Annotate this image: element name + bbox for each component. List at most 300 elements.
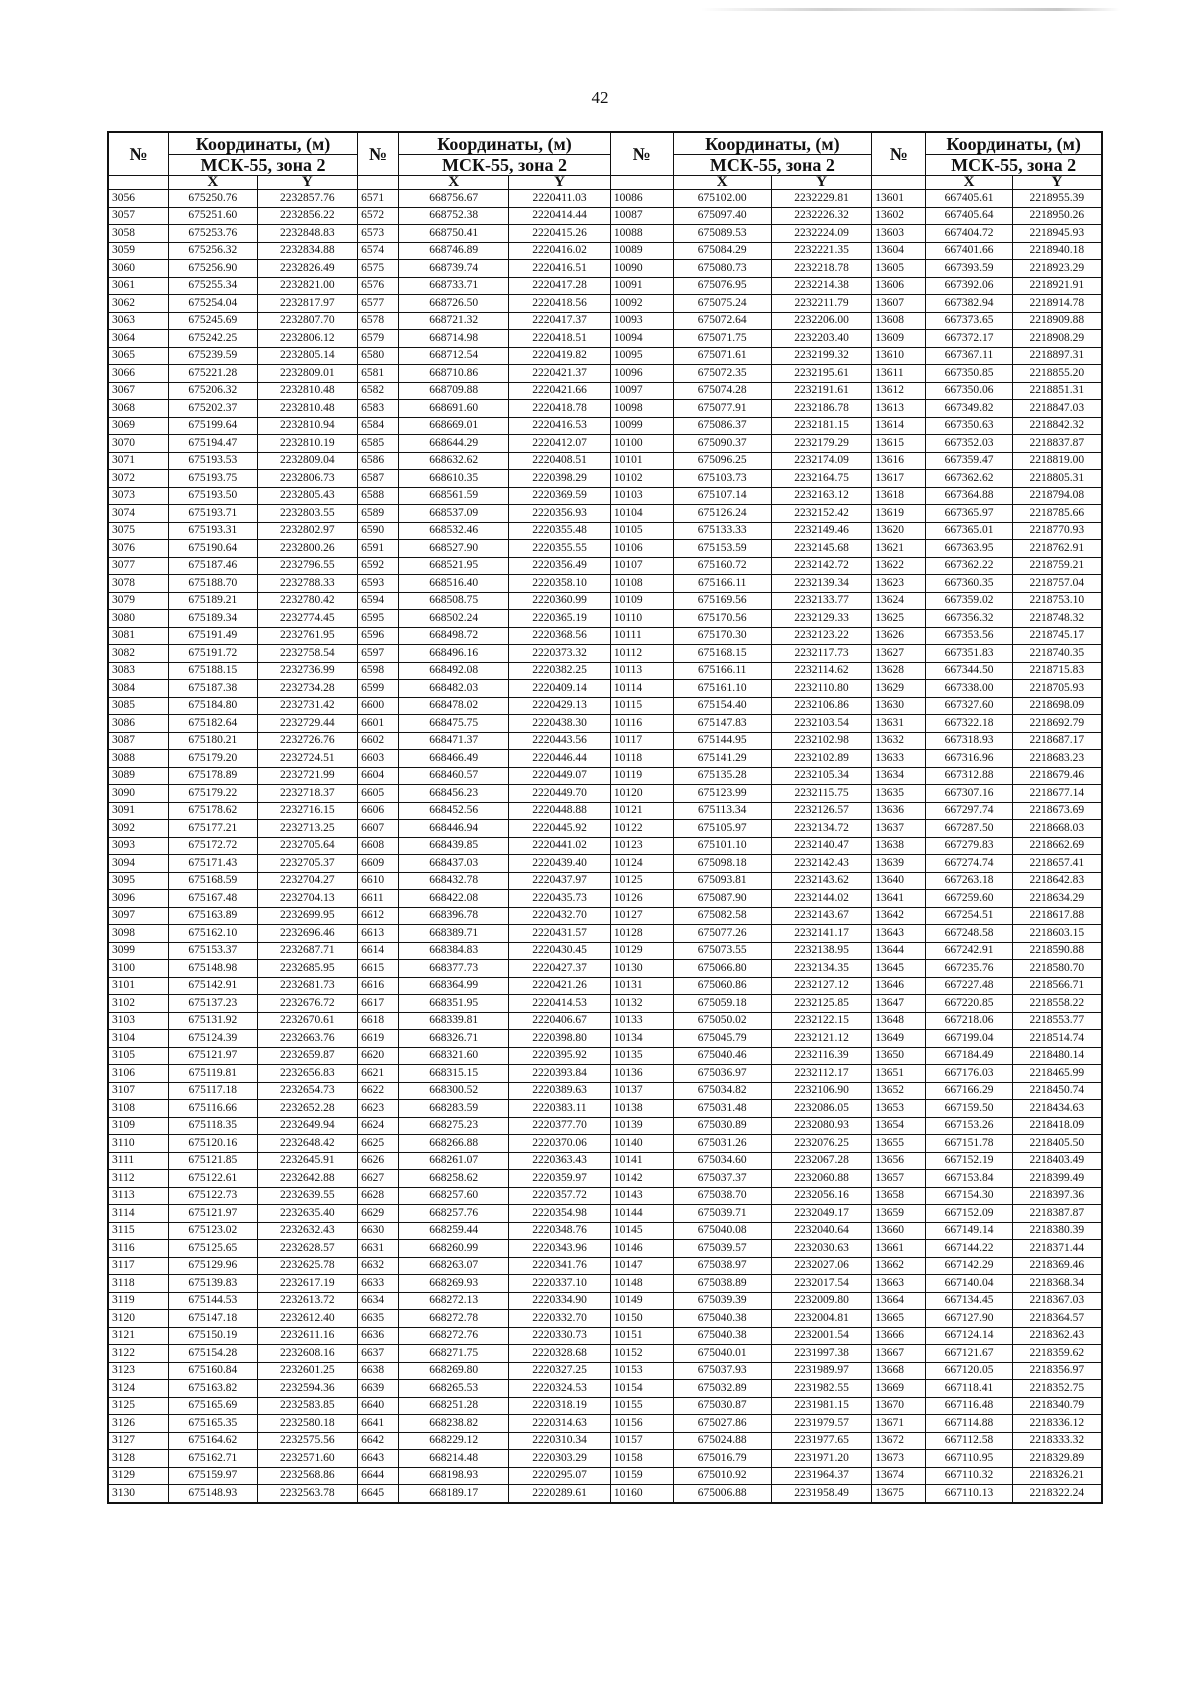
y-coordinate-cell: 2218336.12 (1012, 1415, 1102, 1433)
point-number-cell: 10127 (610, 907, 673, 925)
point-number-cell: 10118 (610, 750, 673, 768)
y-coordinate-cell: 2218553.77 (1012, 1012, 1102, 1030)
point-number-cell: 13638 (872, 837, 926, 855)
y-coordinate-cell: 2232140.47 (771, 837, 871, 855)
column-header-number: № (358, 132, 399, 176)
x-coordinate-cell: 668432.78 (399, 872, 509, 890)
point-number-cell: 10113 (610, 662, 673, 680)
point-number-cell: 6626 (358, 1152, 399, 1170)
y-coordinate-cell: 2232142.43 (771, 855, 871, 873)
table-row (108, 1327, 1102, 1345)
x-coordinate-cell: 667352.03 (926, 435, 1012, 453)
y-coordinate-cell: 2232115.75 (771, 785, 871, 803)
y-coordinate-cell: 2218352.75 (1012, 1380, 1102, 1398)
x-coordinate-cell: 668384.83 (399, 942, 509, 960)
y-coordinate-cell: 2231977.65 (771, 1432, 871, 1450)
point-number-cell: 13651 (872, 1065, 926, 1083)
y-coordinate-cell: 2218698.09 (1012, 697, 1102, 715)
y-coordinate-cell: 2231989.97 (771, 1362, 871, 1380)
point-number-cell: 6600 (358, 697, 399, 715)
y-coordinate-cell: 2220341.76 (509, 1257, 611, 1275)
y-coordinate-cell: 2232174.09 (771, 452, 871, 470)
x-coordinate-cell: 668502.24 (399, 610, 509, 628)
y-coordinate-cell: 2218679.46 (1012, 767, 1102, 785)
y-coordinate-cell: 2220356.49 (509, 557, 611, 575)
y-coordinate-cell: 2232179.29 (771, 435, 871, 453)
x-coordinate-cell: 668229.12 (399, 1432, 509, 1450)
point-number-cell: 6579 (358, 330, 399, 348)
x-coordinate-cell: 675124.39 (169, 1030, 258, 1048)
y-coordinate-cell: 2232102.98 (771, 732, 871, 750)
x-coordinate-cell: 668269.93 (399, 1275, 509, 1293)
column-header-number: № (872, 132, 926, 176)
point-number-cell: 13613 (872, 400, 926, 418)
y-coordinate-cell: 2232731.42 (257, 697, 357, 715)
x-coordinate-cell: 667350.85 (926, 365, 1012, 383)
y-coordinate-cell: 2220373.32 (509, 645, 611, 663)
point-number-cell: 10089 (610, 242, 673, 260)
point-number-cell: 3124 (108, 1380, 169, 1398)
y-coordinate-cell: 2218566.71 (1012, 977, 1102, 995)
point-number-cell: 6615 (358, 960, 399, 978)
point-number-cell: 6603 (358, 750, 399, 768)
table-row (108, 1117, 1102, 1135)
x-coordinate-cell: 675105.97 (673, 820, 771, 838)
y-coordinate-cell: 2232821.00 (257, 277, 357, 295)
x-coordinate-cell: 668263.07 (399, 1257, 509, 1275)
point-number-cell: 6643 (358, 1450, 399, 1468)
point-number-cell: 10102 (610, 470, 673, 488)
y-coordinate-cell: 2232704.27 (257, 872, 357, 890)
y-coordinate-cell: 2220359.97 (509, 1170, 611, 1188)
x-coordinate-cell: 675150.19 (169, 1327, 258, 1345)
point-number-cell: 6627 (358, 1170, 399, 1188)
x-coordinate-cell: 667114.88 (926, 1415, 1012, 1433)
x-coordinate-cell: 667359.02 (926, 592, 1012, 610)
y-coordinate-cell: 2232186.78 (771, 400, 871, 418)
point-number-cell: 3063 (108, 312, 169, 330)
y-coordinate-cell: 2220419.82 (509, 347, 611, 365)
x-coordinate-cell: 667287.50 (926, 820, 1012, 838)
x-coordinate-cell: 675171.43 (169, 855, 258, 873)
y-coordinate-cell: 2232141.17 (771, 925, 871, 943)
point-number-cell: 13607 (872, 295, 926, 313)
point-number-cell: 6606 (358, 802, 399, 820)
y-coordinate-cell: 2232780.42 (257, 592, 357, 610)
x-coordinate-cell: 675193.53 (169, 452, 258, 470)
y-coordinate-cell: 2220382.25 (509, 662, 611, 680)
y-coordinate-cell: 2232221.35 (771, 242, 871, 260)
point-number-cell: 10096 (610, 365, 673, 383)
point-number-cell: 13671 (872, 1415, 926, 1433)
point-number-cell: 10158 (610, 1450, 673, 1468)
x-coordinate-cell: 667154.30 (926, 1187, 1012, 1205)
table-row (108, 260, 1102, 278)
point-number-cell: 3103 (108, 1012, 169, 1030)
x-coordinate-cell: 667116.48 (926, 1397, 1012, 1415)
point-number-cell: 13649 (872, 1030, 926, 1048)
x-coordinate-cell: 667110.95 (926, 1450, 1012, 1468)
point-number-cell: 6589 (358, 505, 399, 523)
point-number-cell: 13654 (872, 1117, 926, 1135)
y-coordinate-cell: 2220406.67 (509, 1012, 611, 1030)
point-number-cell: 13635 (872, 785, 926, 803)
point-number-cell: 6622 (358, 1082, 399, 1100)
y-coordinate-cell: 2218692.79 (1012, 715, 1102, 733)
point-number-cell: 3074 (108, 505, 169, 523)
y-coordinate-cell: 2232659.87 (257, 1047, 357, 1065)
x-coordinate-cell: 675084.29 (673, 242, 771, 260)
point-number-cell: 3119 (108, 1292, 169, 1310)
y-coordinate-cell: 2220377.70 (509, 1117, 611, 1135)
y-coordinate-cell: 2232721.99 (257, 767, 357, 785)
x-coordinate-cell: 668272.78 (399, 1310, 509, 1328)
x-coordinate-cell: 675179.20 (169, 750, 258, 768)
y-coordinate-cell: 2218329.89 (1012, 1450, 1102, 1468)
y-coordinate-cell: 2220415.26 (509, 225, 611, 243)
x-coordinate-cell: 668710.86 (399, 365, 509, 383)
x-coordinate-cell: 668396.78 (399, 907, 509, 925)
x-coordinate-cell: 675133.33 (673, 522, 771, 540)
point-number-cell: 6610 (358, 872, 399, 890)
point-number-cell: 10149 (610, 1292, 673, 1310)
table-row (108, 1432, 1102, 1450)
x-coordinate-cell: 667153.84 (926, 1170, 1012, 1188)
x-coordinate-cell: 668258.62 (399, 1170, 509, 1188)
y-coordinate-cell: 2220303.29 (509, 1450, 611, 1468)
y-coordinate-cell: 2232191.61 (771, 382, 871, 400)
table-row (108, 470, 1102, 488)
point-number-cell: 3113 (108, 1187, 169, 1205)
point-number-cell: 13610 (872, 347, 926, 365)
x-coordinate-cell: 667365.01 (926, 522, 1012, 540)
y-coordinate-cell: 2220398.80 (509, 1030, 611, 1048)
x-coordinate-cell: 675148.93 (169, 1485, 258, 1503)
x-coordinate-cell: 675121.85 (169, 1152, 258, 1170)
point-number-cell: 10099 (610, 417, 673, 435)
point-number-cell: 6633 (358, 1275, 399, 1293)
x-coordinate-cell: 667318.93 (926, 732, 1012, 750)
x-coordinate-cell: 675164.62 (169, 1432, 258, 1450)
point-number-cell: 3126 (108, 1415, 169, 1433)
point-number-cell: 6634 (358, 1292, 399, 1310)
y-coordinate-cell: 2220289.61 (509, 1485, 611, 1503)
x-coordinate-cell: 675087.90 (673, 890, 771, 908)
point-number-cell: 13634 (872, 767, 926, 785)
point-number-cell: 3109 (108, 1117, 169, 1135)
point-number-cell: 13621 (872, 540, 926, 558)
y-coordinate-cell: 2218757.04 (1012, 575, 1102, 593)
y-coordinate-cell: 2232788.33 (257, 575, 357, 593)
point-number-cell: 10087 (610, 207, 673, 225)
point-number-cell: 10119 (610, 767, 673, 785)
y-coordinate-cell: 2232652.28 (257, 1100, 357, 1118)
point-number-cell: 13645 (872, 960, 926, 978)
x-coordinate-cell: 667322.18 (926, 715, 1012, 733)
point-number-cell: 13660 (872, 1222, 926, 1240)
x-coordinate-cell: 668261.07 (399, 1152, 509, 1170)
x-coordinate-cell: 668756.67 (399, 190, 509, 208)
x-coordinate-cell: 667149.14 (926, 1222, 1012, 1240)
table-row (108, 890, 1102, 908)
y-coordinate-cell: 2232163.12 (771, 487, 871, 505)
x-coordinate-cell: 667405.61 (926, 190, 1012, 208)
x-coordinate-cell: 675040.38 (673, 1310, 771, 1328)
y-coordinate-cell: 2218603.15 (1012, 925, 1102, 943)
y-coordinate-cell: 2232645.91 (257, 1152, 357, 1170)
x-coordinate-cell: 675170.56 (673, 610, 771, 628)
point-number-cell: 10104 (610, 505, 673, 523)
point-number-cell: 10112 (610, 645, 673, 663)
x-coordinate-cell: 675250.76 (169, 190, 258, 208)
point-number-cell: 3123 (108, 1362, 169, 1380)
x-coordinate-cell: 675168.59 (169, 872, 258, 890)
point-number-cell: 10152 (610, 1345, 673, 1363)
point-number-cell: 10153 (610, 1362, 673, 1380)
point-number-cell: 13640 (872, 872, 926, 890)
x-coordinate-cell: 675027.86 (673, 1415, 771, 1433)
x-coordinate-cell: 675038.89 (673, 1275, 771, 1293)
y-coordinate-cell: 2218842.32 (1012, 417, 1102, 435)
point-number-cell: 3116 (108, 1240, 169, 1258)
point-number-cell: 3128 (108, 1450, 169, 1468)
y-coordinate-cell: 2220445.92 (509, 820, 611, 838)
table-row (108, 1065, 1102, 1083)
x-coordinate-cell: 668714.98 (399, 330, 509, 348)
y-coordinate-cell: 2218759.21 (1012, 557, 1102, 575)
y-coordinate-cell: 2220358.10 (509, 575, 611, 593)
y-coordinate-cell: 2232729.44 (257, 715, 357, 733)
point-number-cell: 10148 (610, 1275, 673, 1293)
x-coordinate-cell: 675113.34 (673, 802, 771, 820)
x-coordinate-cell: 667166.29 (926, 1082, 1012, 1100)
y-coordinate-cell: 2232229.81 (771, 190, 871, 208)
x-coordinate-cell: 675059.18 (673, 995, 771, 1013)
x-coordinate-cell: 668532.46 (399, 522, 509, 540)
point-number-cell: 3125 (108, 1397, 169, 1415)
y-coordinate-cell: 2218380.39 (1012, 1222, 1102, 1240)
y-coordinate-cell: 2232612.40 (257, 1310, 357, 1328)
y-coordinate-cell: 2218748.32 (1012, 610, 1102, 628)
point-number-cell: 3064 (108, 330, 169, 348)
point-number-cell: 3115 (108, 1222, 169, 1240)
x-coordinate-cell: 668257.76 (399, 1205, 509, 1223)
point-number-cell: 3122 (108, 1345, 169, 1363)
point-number-cell: 13648 (872, 1012, 926, 1030)
x-coordinate-cell: 668475.75 (399, 715, 509, 733)
y-coordinate-cell: 2232129.33 (771, 610, 871, 628)
y-coordinate-cell: 2232575.56 (257, 1432, 357, 1450)
point-number-cell: 13612 (872, 382, 926, 400)
y-coordinate-cell: 2232145.68 (771, 540, 871, 558)
point-number-cell: 13624 (872, 592, 926, 610)
y-coordinate-cell: 2232123.22 (771, 627, 871, 645)
point-number-cell: 6628 (358, 1187, 399, 1205)
x-coordinate-cell: 675178.62 (169, 802, 258, 820)
point-number-cell: 6631 (358, 1240, 399, 1258)
x-coordinate-cell: 668257.60 (399, 1187, 509, 1205)
table-row (108, 662, 1102, 680)
point-number-cell: 10110 (610, 610, 673, 628)
x-coordinate-cell: 668315.15 (399, 1065, 509, 1083)
point-number-cell: 3073 (108, 487, 169, 505)
x-coordinate-cell: 675154.40 (673, 697, 771, 715)
x-coordinate-cell: 667263.18 (926, 872, 1012, 890)
point-number-cell: 3130 (108, 1485, 169, 1503)
x-coordinate-cell: 675096.25 (673, 452, 771, 470)
x-coordinate-cell: 675165.69 (169, 1397, 258, 1415)
y-coordinate-cell: 2220356.93 (509, 505, 611, 523)
y-coordinate-cell: 2232648.42 (257, 1135, 357, 1153)
y-coordinate-cell: 2218450.74 (1012, 1082, 1102, 1100)
x-coordinate-cell: 667344.50 (926, 662, 1012, 680)
point-number-cell: 6609 (358, 855, 399, 873)
y-coordinate-cell: 2218371.44 (1012, 1240, 1102, 1258)
x-coordinate-cell: 675121.97 (169, 1047, 258, 1065)
point-number-cell: 6598 (358, 662, 399, 680)
point-number-cell: 10130 (610, 960, 673, 978)
point-number-cell: 13641 (872, 890, 926, 908)
x-coordinate-cell: 668561.59 (399, 487, 509, 505)
y-coordinate-cell: 2232809.04 (257, 452, 357, 470)
x-coordinate-cell: 675050.02 (673, 1012, 771, 1030)
point-number-cell: 10126 (610, 890, 673, 908)
table-row (108, 190, 1102, 208)
x-coordinate-cell: 667274.74 (926, 855, 1012, 873)
y-coordinate-cell: 2218740.35 (1012, 645, 1102, 663)
point-number-cell: 10086 (610, 190, 673, 208)
point-number-cell: 13643 (872, 925, 926, 943)
y-coordinate-cell: 2232611.16 (257, 1327, 357, 1345)
system-header: МСК-55, зона 2 (926, 155, 1102, 176)
y-coordinate-cell: 2220416.53 (509, 417, 611, 435)
point-number-cell: 6640 (358, 1397, 399, 1415)
point-number-cell: 6576 (358, 277, 399, 295)
point-number-cell: 13611 (872, 365, 926, 383)
point-number-cell: 6584 (358, 417, 399, 435)
x-coordinate-cell: 675135.28 (673, 767, 771, 785)
point-number-cell: 13622 (872, 557, 926, 575)
point-number-cell: 13658 (872, 1187, 926, 1205)
x-coordinate-cell: 675202.37 (169, 400, 258, 418)
table-row (108, 1030, 1102, 1048)
x-coordinate-cell: 668739.74 (399, 260, 509, 278)
y-coordinate-cell: 2232699.95 (257, 907, 357, 925)
x-coordinate-cell: 668709.88 (399, 382, 509, 400)
number-header-blank (358, 176, 399, 190)
y-coordinate-cell: 2220416.02 (509, 242, 611, 260)
y-coordinate-cell: 2232105.34 (771, 767, 871, 785)
y-coordinate-cell: 2232144.02 (771, 890, 871, 908)
y-coordinate-cell: 2218465.99 (1012, 1065, 1102, 1083)
y-coordinate-cell: 2218914.78 (1012, 295, 1102, 313)
y-coordinate-cell: 2220295.07 (509, 1467, 611, 1485)
point-number-cell: 10120 (610, 785, 673, 803)
y-coordinate-cell: 2218921.91 (1012, 277, 1102, 295)
point-number-cell: 10144 (610, 1205, 673, 1223)
x-coordinate-cell: 668669.01 (399, 417, 509, 435)
point-number-cell: 6582 (358, 382, 399, 400)
point-number-cell: 6611 (358, 890, 399, 908)
x-coordinate-cell: 675221.28 (169, 365, 258, 383)
table-row (108, 785, 1102, 803)
point-number-cell: 10092 (610, 295, 673, 313)
point-number-cell: 6613 (358, 925, 399, 943)
x-coordinate-cell: 675161.10 (673, 680, 771, 698)
table-body (108, 190, 1102, 1503)
point-number-cell: 13627 (872, 645, 926, 663)
table-row (108, 242, 1102, 260)
coordinates-header: Координаты, (м) (673, 132, 872, 155)
x-coordinate-cell: 675060.86 (673, 977, 771, 995)
point-number-cell: 6617 (358, 995, 399, 1013)
coordinates-table (107, 131, 1103, 1504)
table-row (108, 767, 1102, 785)
y-coordinate-cell: 2232563.78 (257, 1485, 357, 1503)
x-coordinate-cell: 667152.19 (926, 1152, 1012, 1170)
x-coordinate-cell: 667373.65 (926, 312, 1012, 330)
y-coordinate-cell: 2232214.38 (771, 277, 871, 295)
x-coordinate-cell: 667327.60 (926, 697, 1012, 715)
point-number-cell: 13605 (872, 260, 926, 278)
x-coordinate-cell: 675125.65 (169, 1240, 258, 1258)
point-number-cell: 6644 (358, 1467, 399, 1485)
y-coordinate-cell: 2232806.73 (257, 470, 357, 488)
point-number-cell: 13629 (872, 680, 926, 698)
point-number-cell: 13675 (872, 1485, 926, 1503)
x-coordinate-cell: 675073.55 (673, 942, 771, 960)
table-row (108, 435, 1102, 453)
x-coordinate-cell: 675153.59 (673, 540, 771, 558)
y-coordinate-cell: 2232796.55 (257, 557, 357, 575)
y-coordinate-cell: 2220416.51 (509, 260, 611, 278)
x-coordinate-cell: 675159.97 (169, 1467, 258, 1485)
x-coordinate-cell: 675193.71 (169, 505, 258, 523)
x-coordinate-cell: 667316.96 (926, 750, 1012, 768)
point-number-cell: 6601 (358, 715, 399, 733)
y-coordinate-cell: 2232705.64 (257, 837, 357, 855)
y-coordinate-cell: 2218657.41 (1012, 855, 1102, 873)
point-number-cell: 3083 (108, 662, 169, 680)
point-number-cell: 10114 (610, 680, 673, 698)
point-number-cell: 13668 (872, 1362, 926, 1380)
x-coordinate-cell: 668452.56 (399, 802, 509, 820)
y-coordinate-cell: 2218356.97 (1012, 1362, 1102, 1380)
point-number-cell: 10132 (610, 995, 673, 1013)
y-coordinate-cell: 2218805.31 (1012, 470, 1102, 488)
y-coordinate-cell: 2218819.00 (1012, 452, 1102, 470)
y-coordinate-cell: 2232103.54 (771, 715, 871, 733)
x-coordinate-cell: 675194.47 (169, 435, 258, 453)
x-coordinate-cell: 675039.39 (673, 1292, 771, 1310)
y-coordinate-cell: 2232009.80 (771, 1292, 871, 1310)
point-number-cell: 6573 (358, 225, 399, 243)
point-number-cell: 3101 (108, 977, 169, 995)
y-coordinate-cell: 2232226.32 (771, 207, 871, 225)
x-coordinate-cell: 668238.82 (399, 1415, 509, 1433)
point-number-cell: 10095 (610, 347, 673, 365)
y-coordinate-cell: 2218326.21 (1012, 1467, 1102, 1485)
x-coordinate-cell: 675039.57 (673, 1240, 771, 1258)
y-coordinate-cell: 2220449.07 (509, 767, 611, 785)
point-number-cell: 6585 (358, 435, 399, 453)
x-coordinate-cell: 667112.58 (926, 1432, 1012, 1450)
y-coordinate-cell: 2220310.34 (509, 1432, 611, 1450)
table-row (108, 1047, 1102, 1065)
y-coordinate-cell: 2218367.03 (1012, 1292, 1102, 1310)
point-number-cell: 6624 (358, 1117, 399, 1135)
y-coordinate-cell: 2218368.34 (1012, 1275, 1102, 1293)
